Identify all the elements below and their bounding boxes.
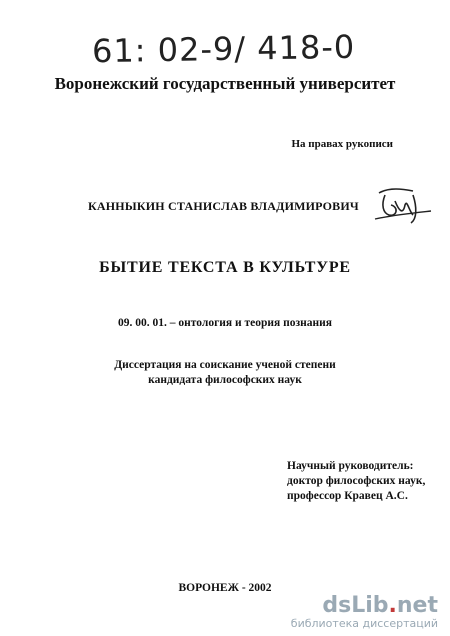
watermark-logo-dot: .	[388, 593, 397, 618]
watermark-logo	[291, 594, 438, 618]
supervisor-line-3: профессор Кравец А.С.	[287, 490, 408, 502]
city-year: ВОРОНЕЖ - 2002	[178, 582, 272, 594]
author-signature	[373, 185, 435, 225]
dissertation-title: БЫТИЕ ТЕКСТА В КУЛЬТУРЕ	[99, 259, 351, 276]
supervisor-line-1: Научный руководитель:	[287, 460, 414, 472]
university-name: Воронежский государственный университет	[54, 74, 396, 93]
author-name: КАННЫКИН СТАНИСЛАВ ВЛАДИМИРОВИЧ	[88, 199, 359, 213]
specialty-code: 09. 00. 01. – онтология и теория познания	[118, 317, 332, 329]
watermark-subtitle: библиотека диссертаций	[290, 617, 438, 630]
watermark-logo-left: dsLib	[322, 593, 389, 618]
rights-note: На правах рукописи	[291, 138, 393, 150]
degree-line-2: кандидата философских наук	[148, 374, 302, 386]
degree-line-1: Диссертация на соискание ученой степени	[114, 359, 336, 371]
degree-statement	[0, 358, 450, 388]
dslib-watermark[interactable]	[291, 594, 438, 630]
supervisor-block	[287, 459, 425, 504]
watermark-logo-right: net	[396, 593, 438, 618]
handwritten-registration-code: 61: 02-9/ 418-0	[91, 27, 356, 71]
supervisor-line-2: доктор философских наук,	[287, 475, 426, 487]
